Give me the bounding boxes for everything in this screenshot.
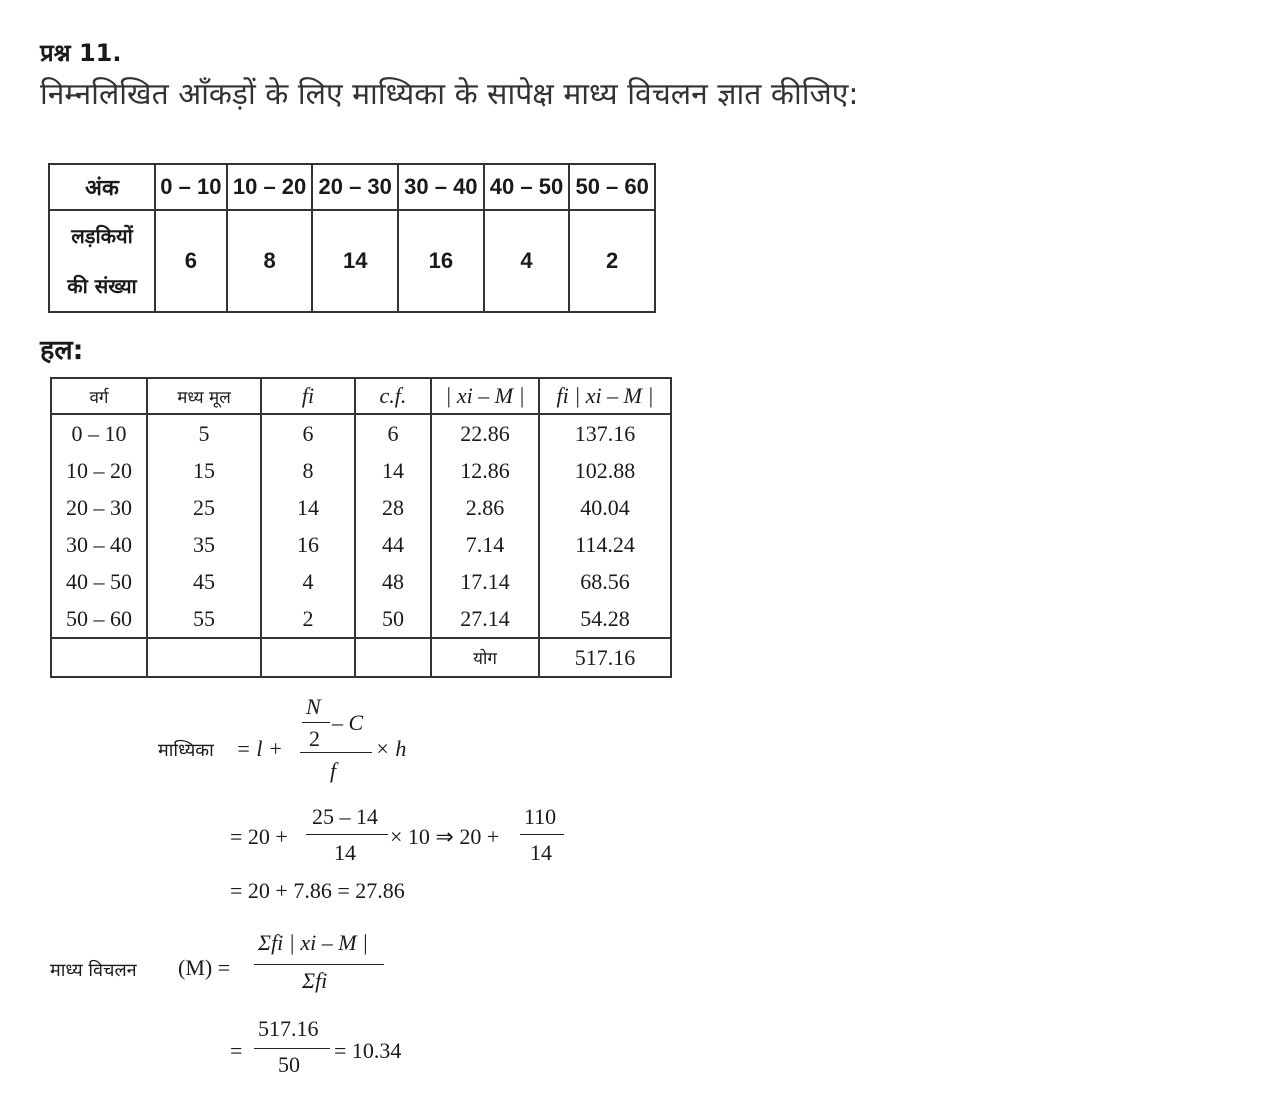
count-cell: 6 [155, 210, 227, 312]
cell: 15 [147, 452, 261, 489]
step1-eq: = 20 + [230, 824, 288, 849]
md-num: Σfi | xi – M | [258, 930, 369, 955]
header-fi-abs-dev: fi | xi – M | [539, 378, 671, 414]
class-cell: 50 – 60 [569, 164, 655, 210]
cell: 14 [355, 452, 431, 489]
total-label: योग [431, 638, 539, 677]
header-midpoint: मध्य मूल [147, 378, 261, 414]
class-cell: 30 – 40 [398, 164, 484, 210]
count-cell: 14 [312, 210, 398, 312]
cell: 27.14 [431, 600, 539, 638]
median-fraction-line [300, 752, 372, 753]
step1-fraction-line [306, 834, 388, 835]
cell: 20 – 30 [51, 489, 147, 526]
row2-label-line2: की संख्या [67, 274, 137, 298]
total-value: 517.16 [539, 638, 671, 677]
table-row [51, 414, 671, 452]
cell: 10 – 20 [51, 452, 147, 489]
cell: 114.24 [539, 526, 671, 563]
cell: 40 – 50 [51, 563, 147, 600]
count-cell: 8 [227, 210, 313, 312]
cell: 25 [147, 489, 261, 526]
step1-fraction-line-2 [520, 834, 564, 835]
cell: 45 [147, 563, 261, 600]
final-eq: = [230, 1038, 243, 1063]
cell: 17.14 [431, 563, 539, 600]
formula-two: 2 [309, 726, 320, 751]
data-table [48, 163, 656, 313]
class-cell: 10 – 20 [227, 164, 313, 210]
step1-num2: 110 [524, 804, 557, 829]
cell: 102.88 [539, 452, 671, 489]
question-number: प्रश्न 11. [40, 39, 122, 67]
cell: 137.16 [539, 414, 671, 452]
header-class: वर्ग [51, 378, 147, 414]
cell: 22.86 [431, 414, 539, 452]
cell: 40.04 [539, 489, 671, 526]
cell: 54.28 [539, 600, 671, 638]
row2-label-line1: लड़कियों [71, 224, 133, 248]
class-cell: 40 – 50 [484, 164, 570, 210]
median-eq-l: = l + [236, 736, 283, 761]
formula-minus-C: – C [332, 710, 364, 735]
count-cell: 16 [398, 210, 484, 312]
cell: 14 [261, 489, 355, 526]
md-label: माध्य विचलन [50, 960, 137, 981]
md-symbol: (M) = [178, 955, 231, 980]
cell: 35 [147, 526, 261, 563]
count-cell: 4 [484, 210, 570, 312]
empty-cell [261, 638, 355, 677]
class-cell: 20 – 30 [312, 164, 398, 210]
md-den: Σfi [302, 968, 328, 993]
cell: 8 [261, 452, 355, 489]
total-row [51, 638, 671, 677]
data-table-row1-label: अंक [49, 164, 155, 210]
step1-mid: × 10 ⇒ 20 + [390, 824, 500, 849]
cell: 2.86 [431, 489, 539, 526]
cell: 16 [261, 526, 355, 563]
cell: 6 [261, 414, 355, 452]
cell: 7.14 [431, 526, 539, 563]
formula-f: f [330, 758, 337, 783]
step2: = 20 + 7.86 = 27.86 [230, 878, 405, 903]
solution-table [50, 377, 672, 678]
cell: 6 [355, 414, 431, 452]
header-fi: fi [261, 378, 355, 414]
formula-N: N [306, 694, 321, 719]
cell: 55 [147, 600, 261, 638]
final-num: 517.16 [258, 1016, 319, 1041]
step1-num: 25 – 14 [312, 804, 378, 829]
header-abs-dev: | xi – M | [431, 378, 539, 414]
solution-label: हल: [40, 335, 84, 366]
header-cf: c.f. [355, 378, 431, 414]
cell: 50 [355, 600, 431, 638]
cell: 44 [355, 526, 431, 563]
median-label: माध्यिका [158, 740, 214, 761]
cell: 12.86 [431, 452, 539, 489]
cell: 68.56 [539, 563, 671, 600]
table-row [51, 600, 671, 638]
step1-den: 14 [334, 840, 356, 865]
empty-cell [355, 638, 431, 677]
final-fraction-line [254, 1048, 330, 1049]
final-result: = 10.34 [334, 1038, 402, 1063]
count-cell: 2 [569, 210, 655, 312]
empty-cell [147, 638, 261, 677]
formula-times-h: × h [375, 736, 407, 761]
cell: 4 [261, 563, 355, 600]
table-row [51, 526, 671, 563]
question-text: निम्नलिखित आँकड़ों के लिए माध्यिका के सापेक्ष माध्य विचलन ज्ञात कीजिए: [40, 77, 859, 112]
cell: 28 [355, 489, 431, 526]
class-cell: 0 – 10 [155, 164, 227, 210]
empty-cell [51, 638, 147, 677]
table-row [51, 452, 671, 489]
cell: 5 [147, 414, 261, 452]
table-row [51, 563, 671, 600]
cell: 30 – 40 [51, 526, 147, 563]
table-row [51, 489, 671, 526]
data-table-row2-label [49, 210, 155, 312]
final-den: 50 [278, 1052, 300, 1077]
cell: 50 – 60 [51, 600, 147, 638]
cell: 2 [261, 600, 355, 638]
cell: 0 – 10 [51, 414, 147, 452]
md-fraction-line [254, 964, 384, 965]
cell: 48 [355, 563, 431, 600]
step1-den2: 14 [530, 840, 552, 865]
N-over-2-line [302, 722, 330, 723]
